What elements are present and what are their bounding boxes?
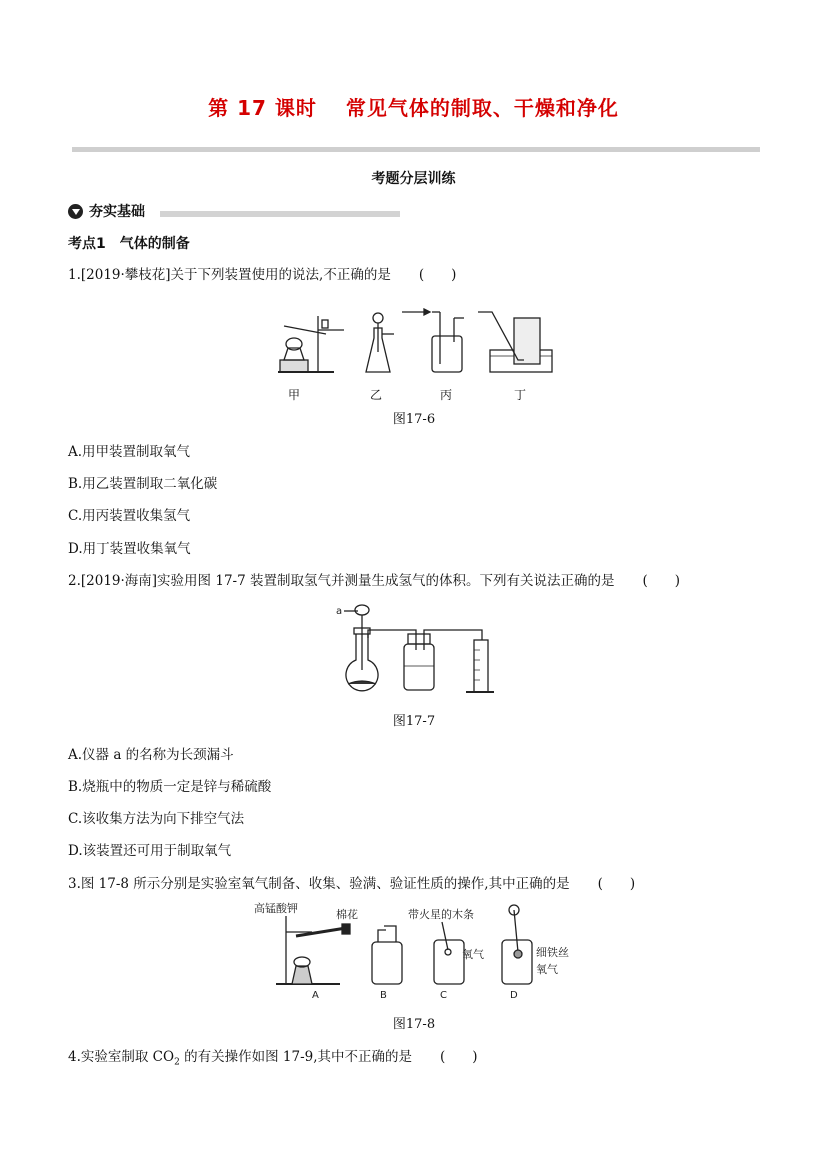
figure-label: 甲 bbox=[288, 388, 301, 402]
figure-17-7 bbox=[334, 600, 494, 700]
option-b: B.烧瓶中的物质一定是锌与稀硫酸 bbox=[68, 779, 272, 795]
figure-label: 细铁丝 bbox=[536, 946, 569, 959]
figure-17-6 bbox=[278, 308, 558, 408]
page-title: 第 17 课时 常见气体的制取、干燥和净化 bbox=[208, 96, 619, 120]
figure-label: 棉花 bbox=[336, 908, 358, 921]
title-divider bbox=[72, 147, 760, 152]
answer-paren: ( ) bbox=[418, 267, 457, 283]
option-a: A.用甲装置制取氧气 bbox=[68, 444, 191, 460]
section-header bbox=[68, 202, 145, 220]
figure-label: 氧气 bbox=[462, 948, 484, 961]
section-title: 夯实基础 bbox=[89, 204, 145, 220]
figure-caption: 图17-8 bbox=[392, 1017, 436, 1032]
figure-label: A bbox=[312, 990, 319, 1001]
option-c: C.该收集方法为向下排空气法 bbox=[68, 811, 245, 827]
figure-label: 氧气 bbox=[536, 963, 558, 976]
option-b: B.用乙装置制取二氧化碳 bbox=[68, 476, 218, 492]
figure-label: C bbox=[440, 990, 447, 1001]
question-2-stem: 2.[2019·海南]实验用图 17-7 装置制取氢气并测量生成氢气的体积。下列有关说法正确的是 ( ) bbox=[68, 569, 680, 589]
answer-paren: ( ) bbox=[642, 573, 681, 589]
answer-paren: ( ) bbox=[440, 1049, 478, 1065]
key-point-heading: 考点1 气体的制备 bbox=[68, 236, 190, 252]
option-c: C.用丙装置收集氢气 bbox=[68, 508, 191, 524]
figure-caption: 图17-6 bbox=[392, 412, 436, 427]
option-d: D.用丁装置收集氧气 bbox=[68, 541, 191, 557]
triangle-down-icon bbox=[68, 204, 83, 219]
figure-label: 丁 bbox=[514, 388, 527, 402]
figure-label: 带火星的木条 bbox=[408, 908, 474, 921]
section-bar bbox=[160, 211, 400, 217]
question-4-stem: 4.实验室制取 $CO_2$ 的有关操作如图 17-9,其中不正确的是 ( ) bbox=[68, 1045, 478, 1068]
option-a: A.仪器 a 的名称为长颈漏斗 bbox=[68, 747, 234, 763]
option-d: D.该装置还可用于制取氧气 bbox=[68, 843, 232, 859]
figure-17-8 bbox=[252, 900, 582, 1008]
figure-label: 丙 bbox=[440, 388, 453, 402]
question-1-stem: 1.[2019·攀枝花]关于下列装置使用的说法,不正确的是 ( ) bbox=[68, 263, 456, 283]
page-subtitle: 考题分层训练 bbox=[371, 171, 456, 187]
figure-label: 乙 bbox=[370, 388, 383, 402]
figure-label: D bbox=[510, 990, 518, 1001]
question-3-stem: 3.图 17-8 所示分别是实验室氧气制备、收集、验满、验证性质的操作,其中正确的是 ( ) bbox=[68, 872, 635, 892]
figure-label: B bbox=[380, 990, 387, 1001]
figure-label: a bbox=[336, 606, 343, 617]
answer-paren: ( ) bbox=[597, 876, 636, 892]
figure-label: 高锰酸钾 bbox=[254, 902, 298, 915]
figure-caption: 图17-7 bbox=[392, 714, 436, 729]
